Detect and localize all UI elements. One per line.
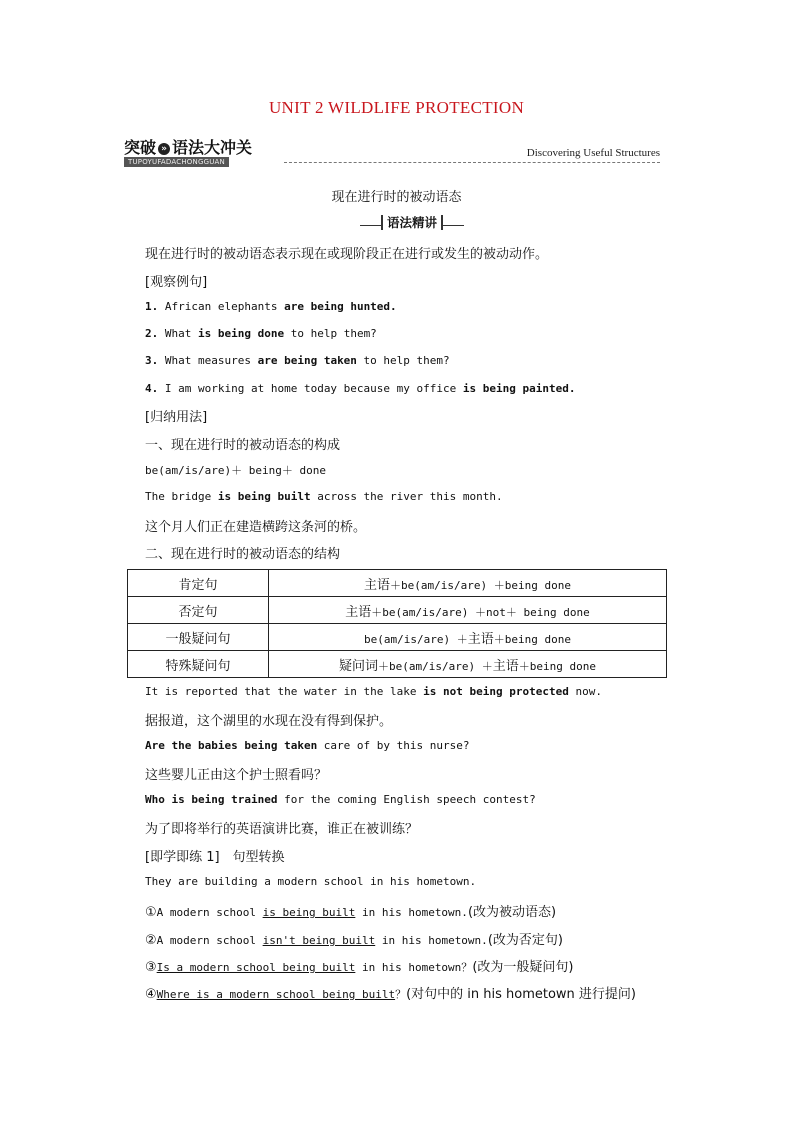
example-1: 1. African elephants are being hunted.: [145, 300, 397, 313]
table-cell-structure: 主语＋be(am/is/are) ＋not＋ being done: [269, 597, 667, 624]
table-cell-type: 否定句: [128, 597, 269, 624]
table-cell-structure: 主语＋be(am/is/are) ＋being done: [269, 570, 667, 597]
table-cell-type: 肯定句: [128, 570, 269, 597]
banner-heading-a: 突破: [124, 138, 157, 157]
summary-label: [归纳用法]: [145, 410, 208, 425]
table-cell-type: 特殊疑问句: [128, 651, 269, 678]
part2-heading: 二、现在进行时的被动语态的结构: [145, 547, 341, 562]
table-row: [128, 597, 667, 624]
example-4: 4. I am working at home today because my office is being painted.: [145, 382, 576, 395]
table-row: [128, 570, 667, 597]
table-row: [128, 651, 667, 678]
neg-example-cn: 据报道，这个湖里的水现在没有得到保护。: [145, 714, 393, 729]
formula: be(am/is/are)＋ being＋ done: [145, 464, 326, 477]
practice-label: [即学即练 1] 句型转换: [145, 850, 285, 865]
answer-fill: is being built: [262, 906, 356, 919]
section-title: 现在进行时的被动语态: [331, 190, 462, 205]
example-3: 3. What measures are being taken to help them?: [145, 354, 450, 367]
question-example: Are the babies being taken care of by this nurse?: [145, 739, 470, 752]
banner-label: [124, 135, 282, 166]
table-cell-structure: be(am/is/are) ＋主语＋being done: [269, 624, 667, 651]
table-cell-type: 一般疑问句: [128, 624, 269, 651]
banner-heading-b: 语法大冲关: [172, 138, 253, 157]
formula-example: The bridge is being built across the river this month.: [145, 490, 503, 503]
structure-table: [127, 569, 667, 678]
example-2: 2. What is being done to help them?: [145, 327, 377, 340]
subsection-text: 语法精讲: [381, 215, 443, 230]
wh-example: Who is being trained for the coming English speech contest?: [145, 793, 536, 806]
observe-label: [观察例句]: [145, 275, 208, 290]
question-example-cn: 这些婴儿正由这个护士照看吗？: [145, 768, 328, 783]
section-banner: [124, 135, 660, 169]
table-cell-structure: 疑问词＋be(am/is/are) ＋主语＋being done: [269, 651, 667, 678]
part1-heading: 一、现在进行时的被动语态的构成: [145, 438, 341, 453]
wh-example-cn: 为了即将举行的英语演讲比赛，谁正在被训练？: [145, 822, 419, 837]
answer-fill: Where is a modern school being built: [156, 988, 396, 1001]
unit-title: UNIT 2 WILDLIFE PROTECTION: [268, 98, 525, 117]
subsection-label: [360, 213, 464, 231]
table-row: [128, 624, 667, 651]
chevron-right-icon: »: [158, 143, 170, 155]
answer-2: ②A modern school isn't being built in his hometown.(改为否定句): [145, 933, 563, 948]
answer-fill: isn't being built: [262, 934, 376, 947]
practice-prompt: They are building a modern school in his hometown.: [145, 875, 477, 888]
banner-divider: [284, 162, 660, 163]
answer-3: ③Is a modern school being built in his hometown？(改为一般疑问句): [145, 960, 574, 975]
neg-example: It is reported that the water in the lake is not being protected now.: [145, 685, 602, 698]
formula-example-cn: 这个月人们正在建造横跨这条河的桥。: [145, 520, 367, 535]
banner-heading: [124, 135, 252, 158]
answer-fill: Is a modern school being built: [156, 961, 356, 974]
answer-4: ④Where is a modern school being built？(对句中的 in his hometown 进行提问): [145, 987, 637, 1002]
banner-pinyin: TUPOYUFADACHONGGUAN: [124, 157, 229, 167]
intro-text: 现在进行时的被动语态表示现在或现阶段正在进行或发生的被动动作。: [145, 247, 549, 262]
banner-subtitle: Discovering Useful Structures: [526, 147, 660, 159]
answer-1: ①A modern school is being built in his hometown.(改为被动语态): [145, 905, 557, 920]
